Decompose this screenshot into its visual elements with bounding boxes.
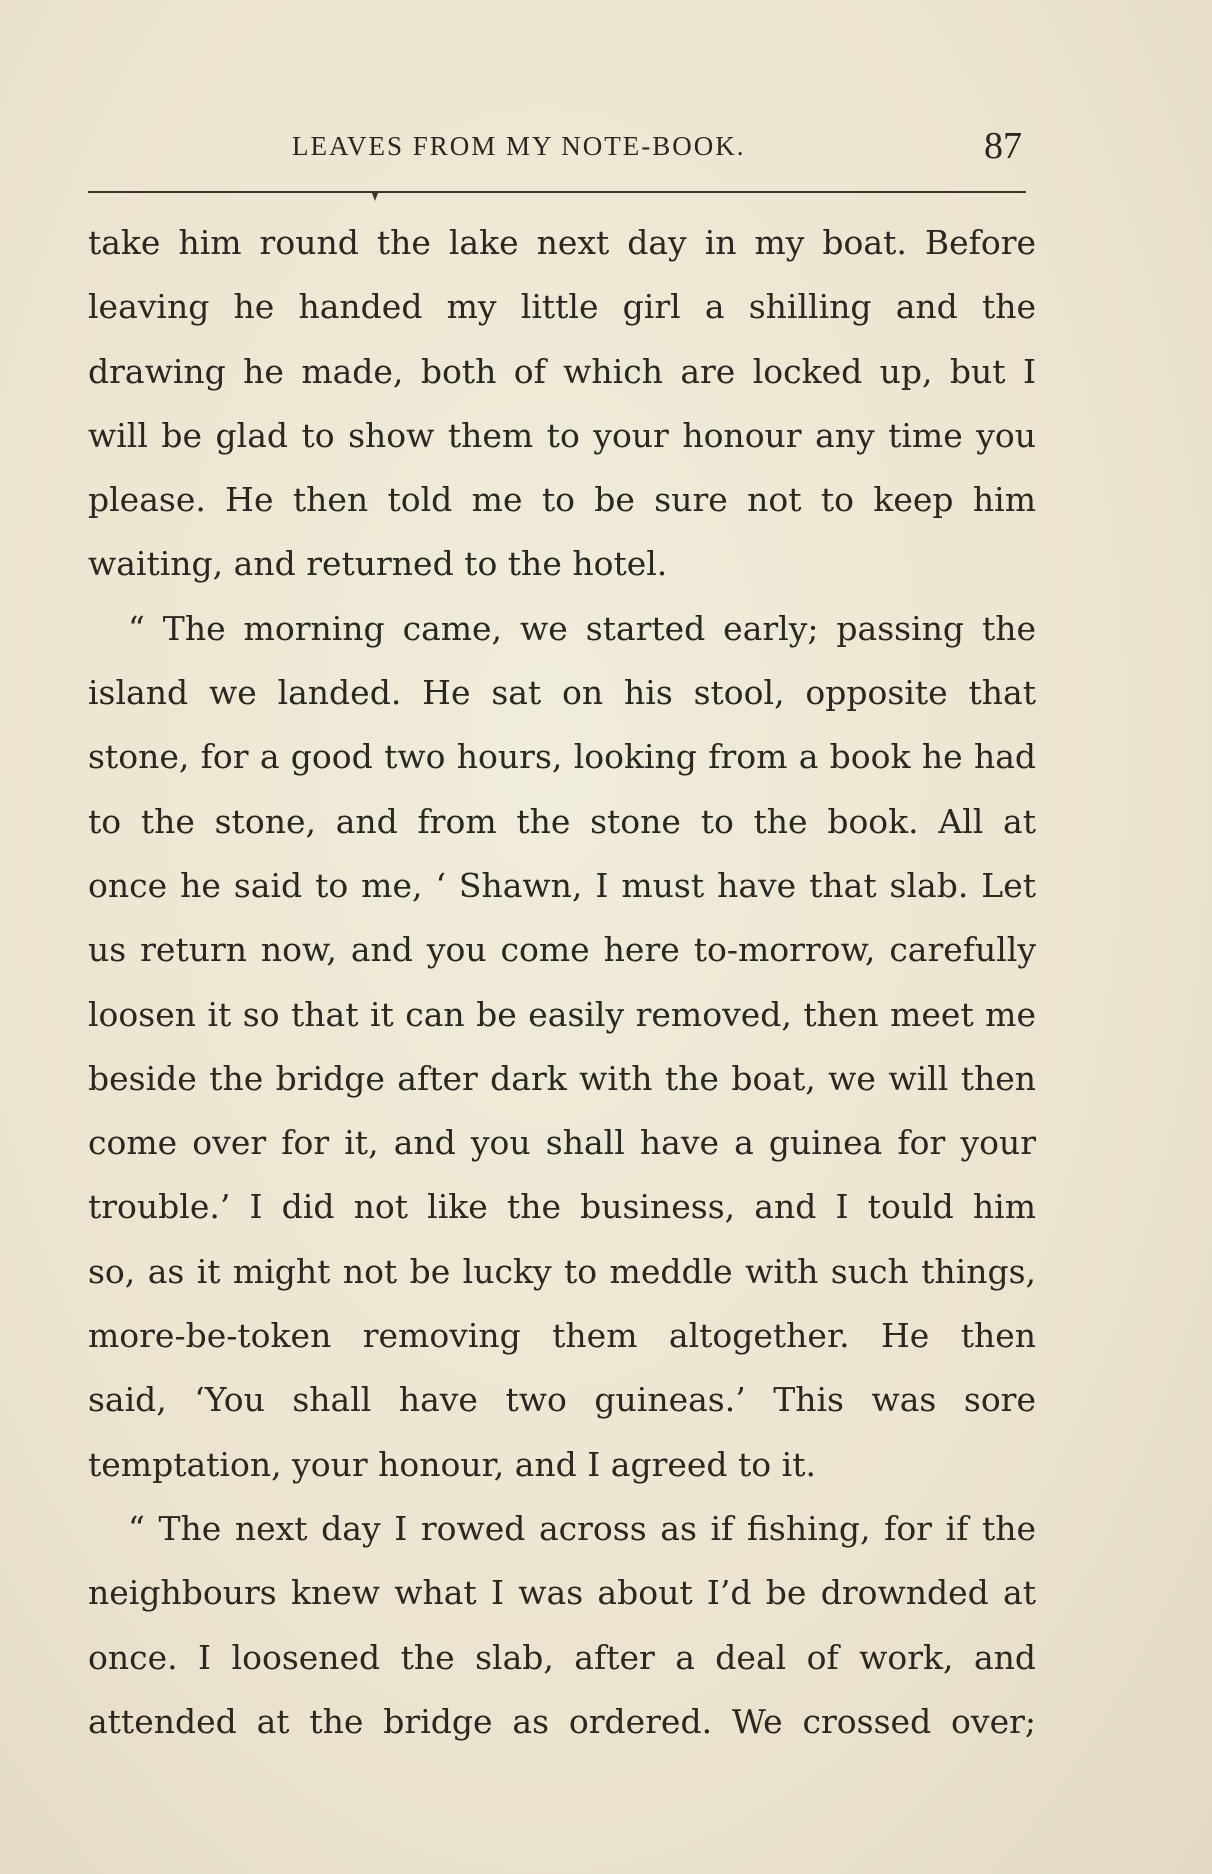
text-line: beside the bridge after dark with the boat, we will then <box>88 1058 1036 1098</box>
text-line: said, ‘You shall have two guineas.’ This was sore <box>88 1380 1036 1420</box>
text-line: once he said to me, ‘ Shawn, I must have that slab. Let <box>88 865 1036 905</box>
body-text <box>88 211 1036 1754</box>
text-line: waiting, and returned to the hotel. <box>88 544 668 584</box>
text-line: once. I loosened the slab, after a deal of work, and <box>88 1637 1036 1677</box>
text-line: take him round the lake next day in my boat. Before <box>88 223 1036 262</box>
text-line: “ The next day I rowed across as if fishing, for if the <box>128 1508 1036 1548</box>
text-line: neighbours knew what I was about I’d be drownded at <box>88 1573 1036 1613</box>
text-line: “ The morning came, we started early; passing the <box>128 608 1036 648</box>
text-line: more-be-token removing them altogether. He then <box>88 1316 1036 1356</box>
text-line: island we landed. He sat on his stool, opposite that <box>88 673 1036 713</box>
text-line: will be glad to show them to your honour any time you <box>88 415 1036 455</box>
text-line: to the stone, and from the stone to the book. All at <box>88 801 1036 841</box>
text-line: trouble.’ I did not like the business, and I tould him <box>88 1187 1036 1227</box>
running-title: LEAVES FROM MY NOTE-BOOK. <box>292 131 746 161</box>
page-number: 87 <box>984 125 1022 167</box>
text-line: attended at the bridge as ordered. We crossed over; <box>88 1701 1036 1741</box>
text-line: drawing he made, both of which are locked up, but I <box>88 351 1036 391</box>
text-line: so, as it might not be lucky to meddle with such things, <box>88 1251 1036 1291</box>
text-line: leaving he handed my little girl a shilling and the <box>88 287 1036 327</box>
text-line: stone, for a good two hours, looking from a book he had <box>88 737 1036 777</box>
text-line: us return now, and you come here to-morrow, carefully <box>88 930 1036 970</box>
text-line: loosen it so that it can be easily removed, then meet me <box>88 994 1036 1034</box>
header-rule <box>88 191 1026 193</box>
text-line: please. He then told me to be sure not to keep him <box>88 480 1036 520</box>
text-line: temptation, your honour, and I agreed to it. <box>88 1444 816 1484</box>
header-rule-mark <box>372 193 378 201</box>
text-line: come over for it, and you shall have a guinea for your <box>88 1123 1036 1163</box>
